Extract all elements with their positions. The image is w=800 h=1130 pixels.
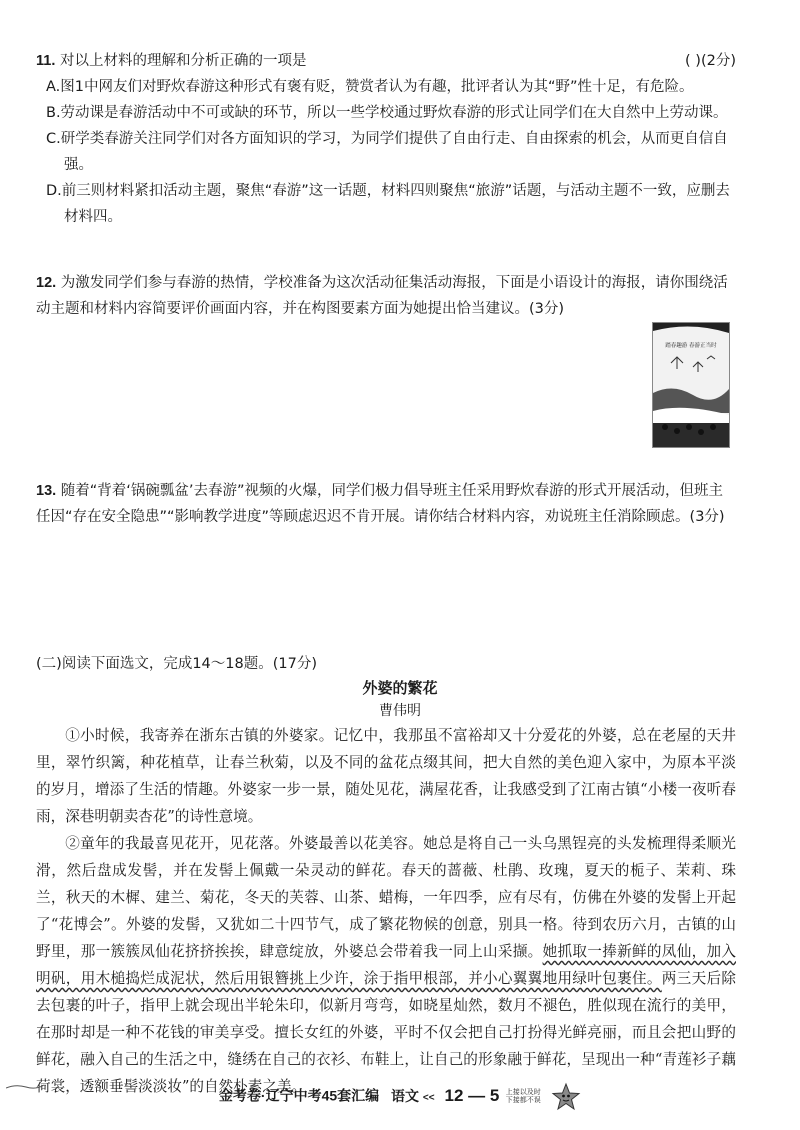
paragraph-text: ②童年的我最喜见花开，见花落。外婆最善以花美容。她总是将自己一头乌黑锃亮的头发梳理得柔顺光滑，然后盘成发髻，并在发髻上佩戴一朵灵动的鲜花。春天的蔷薇、杜鹃、玫瑰，夏天的栀子、茉莉、珠兰，秋天的木樨、建兰、菊花，冬天的芙蓉、山茶、蜡梅，一年四季，应有尽有，仿佛在外婆的发髻上开起了“花博会”。外婆的发髻，又犹如二十四节气，成了繁花物候的创意，别具一格。待到农历六月，古镇的山野里，那一簇簇凤仙花挤挤挨挨，肆意绽放，外婆总会带着我一同上山采撷。: [36, 835, 736, 960]
question-stem: 对以上材料的理解和分析正确的一项是: [59, 53, 307, 69]
section-heading: (二)阅读下面选文，完成14～18题。(17分): [36, 656, 317, 672]
star-mascot-icon: [551, 1082, 581, 1112]
question-number: 12.: [36, 275, 57, 291]
question-13: [36, 478, 736, 530]
essay-author: 曹伟明: [379, 703, 421, 719]
footer-arrow: <<: [422, 1092, 435, 1104]
essay-body: [36, 722, 736, 1100]
footer-brand: 金考卷·辽宁中考45套汇编: [218, 1087, 380, 1104]
poster-image: [652, 322, 730, 448]
question-number: 13.: [36, 483, 57, 499]
question-11: [36, 48, 736, 230]
essay-title: 外婆的繁花: [362, 679, 438, 697]
option-b[interactable]: B.劳动课是春游活动中不可或缺的环节，所以一些学校通过野炊春游的形式让同学们在大自然中上劳动课。: [46, 105, 728, 121]
question-text: 为激发同学们参与春游的热情，学校准备为这次活动征集活动海报，下面是小语设计的海报，请你围绕活动主题和材料内容简要评价画面内容，并在构图要素方面为她提出恰当建议。(3分): [36, 275, 728, 317]
question-text: 随着“背着‘锅碗瓢盆’去春游”视频的火爆，同学们极力倡导班主任采用野炊春游的形式开展活动，但班主任因“存在安全隐患”“影响教学进度”等顾虑迟迟不肯开展。请你结合材料内容，劝说班主任消除顾虑。(3分): [36, 483, 725, 525]
footer-subject: 语文: [391, 1087, 420, 1104]
question-12: [36, 270, 736, 322]
answer-blank-score[interactable]: ( )(2分): [685, 53, 736, 69]
essay-paragraph-1: ①小时候，我寄养在浙东古镇的外婆家。记忆中，我那虽不富裕却又十分爱花的外婆，总在老屋的天井里，翠竹织篱，种花植草，让春兰秋菊，以及不同的盆花点缀其间，把大自然的美色迎入家中，为原本平淡的岁月，增添了生活的情趣。外婆家一步一景，随处见花，满屋花香，让我感受到了江南古镇“小楼一夜听春雨，深巷明朝卖杏花”的诗性意境。: [36, 727, 736, 825]
page-number: 12 — 5: [444, 1085, 500, 1105]
essay-paragraph-2: [36, 830, 736, 1100]
poster-illustration: [653, 323, 729, 447]
option-c[interactable]: C.研学类春游关注同学们对各方面知识的学习，为同学们提供了自由行走、自由探索的机会，从而更自信自强。: [46, 131, 728, 173]
poster-text: 踏春趣游 春游正当时: [665, 343, 717, 349]
option-a[interactable]: A.图1中网友们对野炊春游这种形式有褒有贬，赞赏者认为有趣，批评者认为其“野”性十足，有危险。: [46, 79, 694, 95]
option-d[interactable]: D.前三则材料紧扣活动主题，聚焦“春游”这一话题，材料四则聚焦“旅游”话题，与活动主题不一致，应删去材料四。: [46, 183, 730, 225]
paragraph-text: 两三天后除去包裹的叶子，指甲上就会现出半轮朱印，似新月弯弯，如晓星灿然，数月不褪色，胜似现在流行的美甲，在那时却是一种不花钱的审美享受。擅长女红的外婆，平时不仅会把自己打扮得光鲜亮丽，而且会把山野的鲜花，融入自己的生活之中，缝绣在自己的衣衫、布鞋上，让自己的形象融于鲜花，呈现出一种“青莲衫子藕荷裳，透额垂髻淡淡妆”的自然朴素之美。: [36, 970, 736, 1095]
underlined-sentence: 她抓取一捧新鲜的凤仙，加入明矾，用木槌捣烂成泥状，然后用银簪挑上少许，涂于指甲根部，并小心翼翼地用绿叶包裹住。: [36, 943, 736, 987]
question-number: 11.: [36, 53, 56, 69]
page-footer: [0, 1082, 800, 1112]
footer-small-text: 上接以及时 下接都不误: [505, 1089, 541, 1104]
